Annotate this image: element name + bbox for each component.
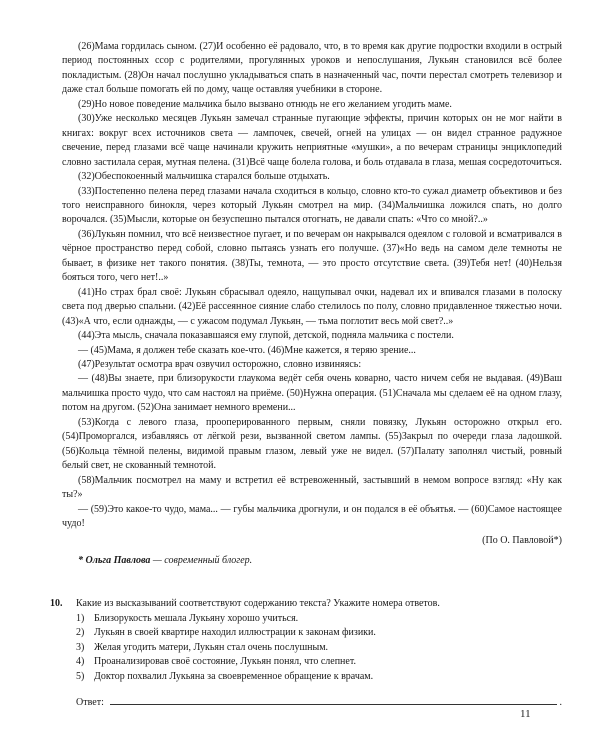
option-item	[76, 641, 562, 656]
paragraph: (30)Уже несколько месяцев Лукьян замечал странные пугающие эффекты, причин которых он не мог найти в книгах: вокруг всех источников света — лампочек, свечей, огней на улицах — он видел странное радужное свечение, перед глазами всё чаще начинали кружить неприятные «мушки», а по вечерам страницы энциклопедий словно застилала серая, мутная пелена. (31)Всё чаще болела голова, и боль отдавала в глаза, мешая сосредоточиться.	[62, 113, 562, 168]
option-item	[76, 626, 562, 641]
option-number: 1)	[76, 612, 85, 624]
author-description: — современный блогер.	[150, 554, 253, 566]
author-footnote	[62, 554, 562, 568]
paragraph: (33)Постепенно пелена перед глазами начала сходиться в кольцо, словно кто-то сужал диаметр объективов и без того неисправного бинокля, через который Лукьян смотрел на мир. (34)Мальчишка ложился спать, но долго ворочался. (35)Мысли, которые он безуспешно пытался отогнать, не давали спать: «Что со мной?..»	[62, 185, 562, 226]
paragraph: (44)Эта мысль, сначала показавшаяся ему глупой, детской, подняла мальчика с постели.	[78, 330, 454, 342]
paragraph: (26)Мама гордилась сыном. (27)И особенно её радовало, что, в то время как другие подростки входили в острый период постоянных ссор с родителями, прогулянных уроков и непослушания, Лукьян становился всё более покладистым. (28)Он начал послушно укладываться спать в назначенный час, почти перестал смотреть телевизор и даже стал больше помогать ей по дому, чаще оставляя учебники в стороне.	[62, 41, 562, 96]
paragraph: — (45)Мама, я должен тебе сказать кое-что. (46)Мне кажется, я теряю зрение...	[78, 344, 416, 356]
paragraph: — (59)Это какое-то чудо, мама... — губы мальчика дрогнули, и он подался в её объятья. — (60)Самое настоящее чудо!	[62, 503, 562, 529]
option-number: 5)	[76, 670, 85, 682]
option-item	[76, 670, 562, 685]
task-10	[50, 597, 562, 710]
paragraph: (47)Результат осмотра врач озвучил осторожно, словно извиняясь:	[78, 358, 362, 370]
option-number: 2)	[76, 627, 85, 639]
page-number: 11	[520, 708, 531, 720]
paragraph: (29)Но новое поведение мальчика было вызвано отнюдь не его желанием угодить маме.	[78, 98, 452, 110]
paragraph: — (48)Вы знаете, при близорукости глаукома ведёт себя очень коварно, часто ничем себя не выдавая. (49)Ваш мальчишка просто чудо, что сам настоял на приёме. (50)Нужна операция. (51)Сначала мы сделаем её на одном глазу, потом на другом. (52)Она занимает немного времени...	[62, 373, 562, 414]
reading-passage	[62, 40, 562, 568]
option-text: Лукьян в своей квартире находил иллюстрации к законам физики.	[94, 627, 376, 639]
paragraph: (41)Но страх брал своё: Лукьян сбрасывал одеяло, нащупывал очки, надевал их и впивался глазами в полоску света под дверью спальни. (42)Её рассеянное сияние слабо стелилось по полу, словно придавленное тяжестью ночи. (43)«А что, если однажды, — с ужасом подумал Лукьян, — тьма поглотит весь мой свет?..»	[62, 286, 562, 327]
task-number: 10.	[50, 598, 63, 609]
option-text: Близорукость мешала Лукьяну хорошо учиться.	[94, 612, 299, 624]
answer-field[interactable]	[110, 694, 557, 705]
paragraph: (58)Мальчик посмотрел на маму и встретил её встревоженный, застывший в немом вопросе взгляд: «Ну как ты?»	[62, 474, 562, 501]
option-text: Желая угодить матери, Лукьян стал очень послушным.	[94, 641, 329, 653]
paragraph: (36)Лукьян помнил, что всё неизвестное пугает, и по вечерам он накрывался одеялом с головой и всматривался в чёрное пространство перед собой, словно пытаясь узнать его получше. (37)«Но ведь на самом деле темноты не бывает, в физике нет такого понятия. (38)Ты, темнота, — это просто отсутствие света. (39)Тебя нет! (40)Нельзя бояться того, чего нет!..»	[62, 228, 562, 284]
author-name: * Ольга Павлова	[78, 554, 151, 566]
answer-end: .	[559, 696, 562, 708]
paragraph: (32)Обеспокоенный мальчишка старался больше отдыхать.	[78, 171, 330, 183]
option-text: Проанализировав своё состояние, Лукьян понял, что слепнет.	[94, 656, 356, 668]
answer-row	[50, 694, 562, 711]
task-question: Какие из высказываний соответствуют содержанию текста? Укажите номера ответов.	[76, 598, 440, 609]
option-item	[76, 612, 562, 627]
task-header	[50, 597, 562, 612]
answer-label: Ответ:	[76, 696, 104, 708]
option-number: 4)	[76, 656, 85, 668]
option-item	[76, 655, 562, 670]
option-number: 3)	[76, 641, 85, 653]
paragraph: (53)Когда с левого глаза, прооперированного первым, сняли повязку, Лукьян осторожно открыл его. (54)Проморгался, избавляясь от лёгкой рези, вызванной светом лампы. (55)Закрыл по очереди глаза ладошкой. (56)Кольца тёмной пелены, видимой правым глазом, левый уже не видел. (57)Палату заполнял чистый, ровный белый свет, не скованный темнотой.	[62, 416, 562, 472]
source-attribution: (По О. Павловой*)	[482, 535, 562, 547]
option-text: Доктор похвалил Лукьяна за своевременное обращение к врачам.	[94, 670, 374, 682]
answer-options	[50, 612, 562, 685]
